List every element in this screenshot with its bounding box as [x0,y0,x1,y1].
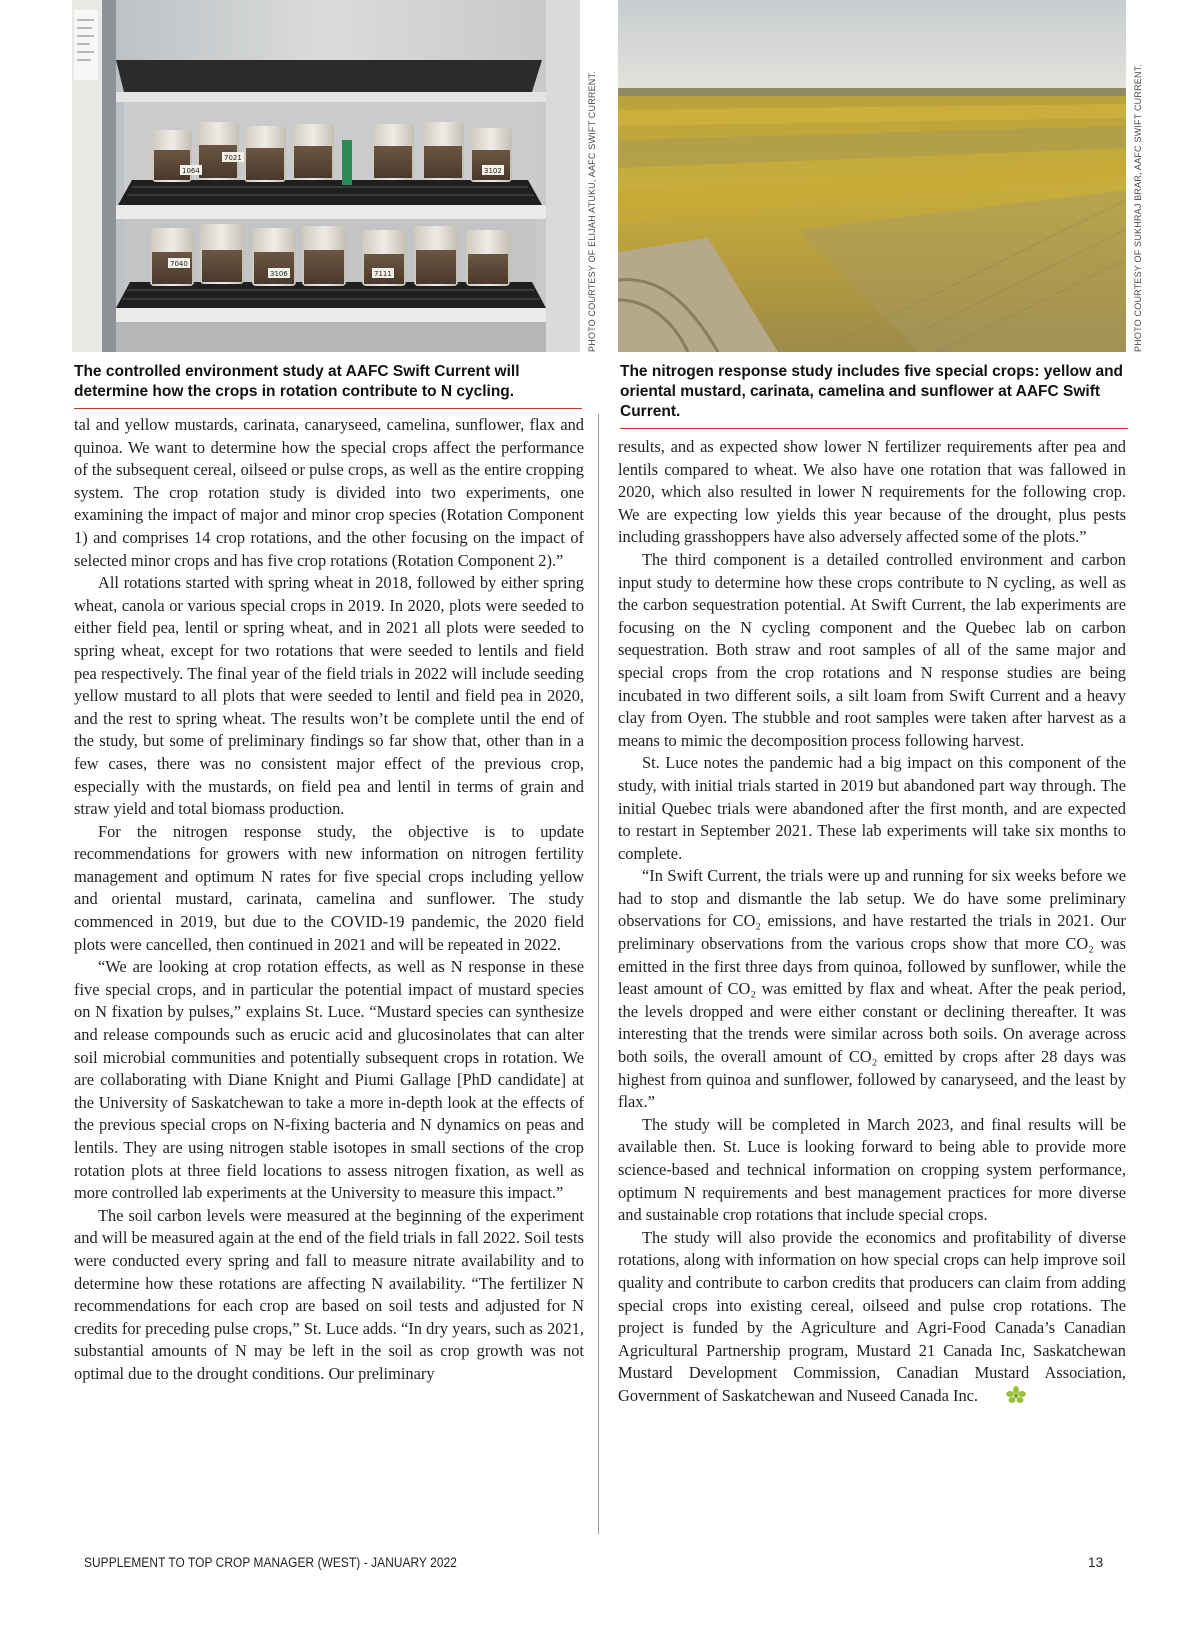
mustard-field-illustration [618,0,1126,352]
photo-credit-right: PHOTO COURTESY OF SUKHRAJ BRAR, AAFC SWIFT CURRENT. [1133,63,1143,352]
article-column-right [618,436,1126,1408]
paragraph: St. Luce notes the pandemic had a big impact on this component of the study, with initial trials started in 2019 but abandoned part way through. The initial Quebec trials were abandoned after the first month, and are expected to restart in September 2021. These lab experiments will take six months to complete. [618,753,1126,863]
growth-chamber-illustration [72,0,580,352]
paragraph: The third component is a detailed controlled environment and carbon input study to determine how these crops contribute to N cycling, as well as the carbon sequestration potential. At Swift Current, the lab experiments are focusing on the N cycling component and the Quebec lab on carbon sequestration. Both straw and root samples of all of the same major and special crops from the crop rotations and N response studies are being incubated in two different soils, a silt loam from Swift Current and a heavy clay from Oyen. The stubble and root samples were taken after harvest as a means to mimic the decomposition process following harvest. [618,549,1126,750]
paragraph: The study will be completed in March 2023, and final results will be available then. St. Luce is looking forward to being able to provide more science-based and technical information on cropping system performance, optimum N requirements and best management practices for more diverse and sustainable crop rotations that include special crops. [618,1114,1126,1225]
svg-text:3106: 3106 [270,270,288,278]
svg-text:7040: 7040 [170,260,188,268]
paragraph: “In Swift Current, the trials were up and running for six weeks before we had to stop and dismantle the lab setup. We do have some preliminary observations for CO₂ emissions, and have restarted the trials in 2021. Our preliminary observations from the various crops show that more CO₂ was emitted in the first three days from quinoa, followed by sunflower, while the least amount of CO₂ was emitted by flax and wheat. After the peak period, the levels dropped and were either constant or declining thereafter. It was interesting that the trends were similar across both soils. On average across both soils, the overall amount of CO₂ emitted by crops after 28 days was highest from quinoa and sunflower, followed by canaryseed, and the least by flax.” [618,866,1126,1112]
publication-footer: SUPPLEMENT TO TOP CROP MANAGER (WEST) - JANUARY 2022 [84,1555,457,1570]
page-number: 13 [1088,1555,1104,1570]
svg-text:7111: 7111 [374,270,392,278]
paragraph: The soil carbon levels were measured at the beginning of the experiment and will be measured again at the end of the field trials in fall 2022. Soil tests were conducted every spring and fall to measure nitrate availability and to determine how these rotations are affecting N availability. “The fertilizer N recommendations for each crop are based on soil tests and adjusted for N credits for preceding pulse crops,” St. Luce adds. “In dry years, such as 2021, substantial amounts of N may be left in the soil as crop growth was not optimal due to the drought conditions. Our preliminary [74,1205,584,1383]
column-divider [598,414,599,1534]
leaf-icon [982,1386,1002,1404]
svg-text:1064: 1064 [182,167,200,175]
photo-caption-right: The nitrogen response study includes five special crops: yellow and oriental mustard, carinata, camelina and sunflower at AAFC Swift Current. [620,362,1128,429]
paragraph: “We are looking at crop rotation effects, as well as N response in these five special crops, and in particular the potential impact of mustard species on N fixation by pulses,” explains St. Luce. “Mustard species can synthesize and release compounds such as erucic acid and glucosinolates that can alter soil microbial communities and potentially subsequent crops in rotation. We are collaborating with Diane Knight and Piumi Gallage [PhD candidate] at the University of Saskatchewan to take a more in-depth look at the effects of the previous special crops on N-fixing bacteria and N dynamics on peas and lentils. They are using nitrogen stable isotopes in small sections of the crop rotation plots at three field locations to assess nitrogen fixation, as well as more controlled lab experiments at the University to measure this impact.” [74,957,584,1203]
last-paragraph [618,1227,1126,1408]
photo-credit-left: PHOTO COURTESY OF ELIJAH ATUKU, AAFC SWIFT CURRENT. [587,71,597,352]
paragraph-text: The study will also provide the economics and profitability of diverse rotations, along with information on how special crops can help improve soil quality and contribute to carbon credits that producers can claim from adding special crops into existing cereal, oilseed and pulse crop rotations. The project is funded by the Agriculture and Agri-Food Canada’s Canadian Agricultural Partnership program, Mustard 21 Canada Inc, Saskatchewan Mustard Development Commission, Canadian Mustard Association, Government of Saskatchewan and Nuseed Canada Inc. [618,1227,1126,1405]
growth-chamber-photo [72,0,580,352]
article-column-left [74,414,584,1386]
svg-text:3102: 3102 [484,167,502,175]
paragraph: results, and as expected show lower N fertilizer requirements after pea and lentils compared to wheat. We also have one rotation that was fallowed in 2020, which also resulted in lower N requirements for the following crop. We are expecting low yields this year because of the drought, plus pests including grasshoppers have also adversely affected some of the plots.” [618,437,1126,547]
paragraph: For the nitrogen response study, the objective is to update recommendations for growers with new information on nitrogen fertility management and optimum N rates for five special crops including yellow and oriental mustard, carinata, camelina and sunflower. The study commenced in 2019, but due to the COVID-19 pandemic, the 2020 field plots were cancelled, then continued in 2021 and will be repeated in 2022. [74,821,584,954]
photo-caption-left: The controlled environment study at AAFC Swift Current will determine how the crops in rotation contribute to N cycling. [74,362,582,409]
paragraph: tal and yellow mustards, carinata, canaryseed, camelina, sunflower, flax and quinoa. We want to determine how the special crops affect the performance of the subsequent cereal, oilseed or pulse crops, as well as the entire cropping system. The crop rotation study is divided into two experiments, one examining the impact of major and minor crop species (Rotation Component 1) and comprises 14 crop rotations, and the other focusing on the impact of selected minor crops and has five crop rotations (Rotation Component 2).” [74,415,584,570]
svg-text:7021: 7021 [224,154,242,162]
paragraph: All rotations started with spring wheat in 2018, followed by either spring wheat, canola or various special crops in 2019. In 2020, plots were seeded to either field pea, lentil or spring wheat, and in 2021 all plots were seeded to spring wheat, except for two rotations that were seeded to lentils and field pea respectively. The final year of the field trials in 2022 will include seeding yellow mustard to all plots that were seeded to lentil and field pea in 2020, and the rest to spring wheat. The results won’t be complete until the end of the study, but some of preliminary findings so far show that, other than in a few cases, there was no consistent major effect of the previous crop, especially with the mustards, on field pea and lentil in terms of grain and straw yield and total biomass production. [74,573,584,819]
mustard-field-photo [618,0,1126,352]
